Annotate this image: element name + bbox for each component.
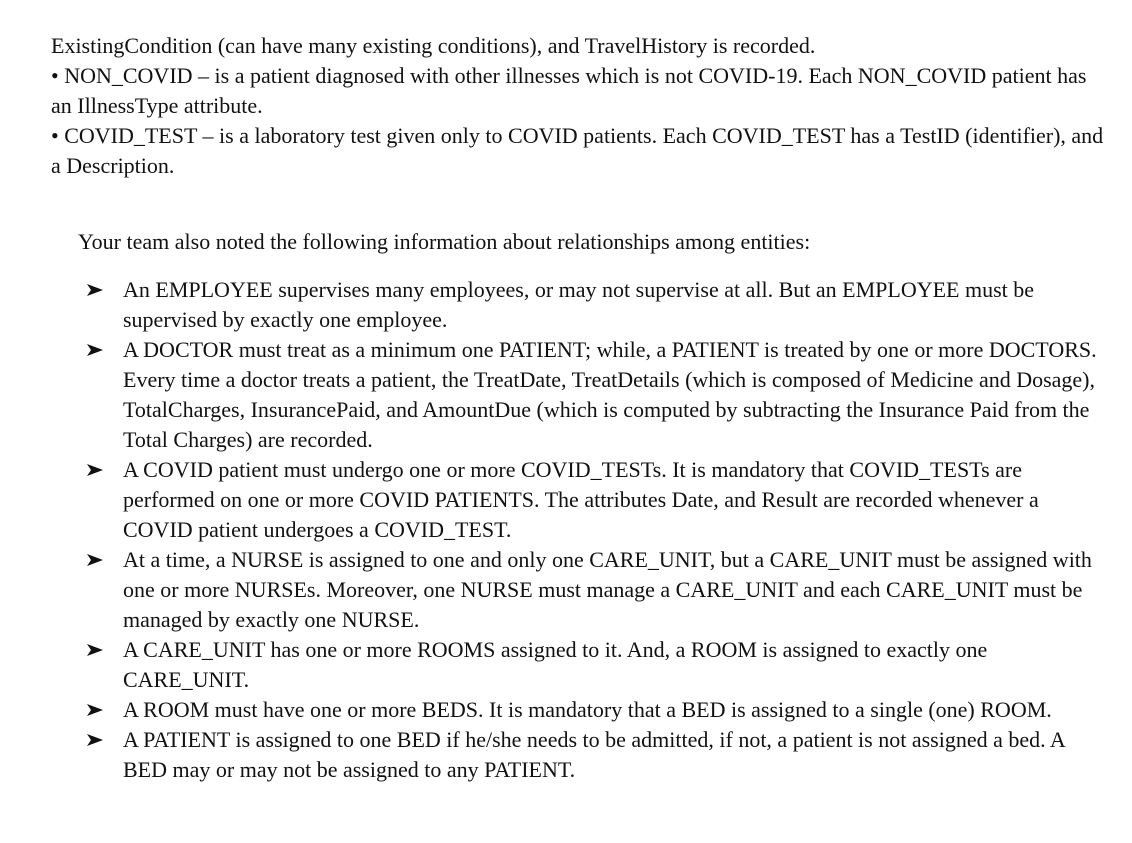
intro-line-existing-condition: ExistingCondition (can have many existing conditions), and TravelHistory is recorded. [51, 33, 816, 58]
list-item [78, 725, 1108, 785]
list-item-text: A ROOM must have one or more BEDS. It is mandatory that a BED is assigned to a single (one) ROOM. [123, 697, 1052, 722]
arrowhead-bullet-icon [86, 703, 104, 717]
list-item-text: A COVID patient must undergo one or more COVID_TESTs. It is mandatory that COVID_TESTs are performed on one or more COVID PATIENTS. The attributes Date, and Result are recorded whenever a COVID patient undergoes a COVID_TEST. [123, 457, 1039, 542]
list-item-text: A PATIENT is assigned to one BED if he/she needs to be admitted, if not, a patient is not assigned a bed. A BED may or may not be assigned to any PATIENT. [123, 727, 1065, 782]
arrowhead-bullet-icon [86, 283, 104, 297]
intro-line-non-covid: • NON_COVID – is a patient diagnosed with other illnesses which is not COVID-19. Each NON_COVID patient has an IllnessType attribute. [51, 63, 1087, 118]
list-item [78, 455, 1108, 545]
list-item-text: An EMPLOYEE supervises many employees, or may not supervise at all. But an EMPLOYEE must be supervised by exactly one employee. [123, 277, 1035, 332]
relationships-list [78, 275, 1108, 785]
list-item [78, 335, 1108, 455]
arrowhead-bullet-icon [86, 463, 104, 477]
arrowhead-bullet-icon [86, 643, 104, 657]
arrowhead-bullet-icon [86, 553, 104, 567]
list-item [78, 275, 1108, 335]
list-item-text: At a time, a NURSE is assigned to one and only one CARE_UNIT, but a CARE_UNIT must be assigned with one or more NURSEs. Moreover, one NURSE must manage a CARE_UNIT and each CARE_UNIT must be managed by exactly one NURSE. [123, 547, 1092, 632]
intro-line-covid-test: • COVID_TEST – is a laboratory test given only to COVID patients. Each COVID_TEST has a TestID (identifier), and a Description. [51, 123, 1104, 178]
list-item [78, 695, 1108, 725]
entity-description-section [51, 31, 1111, 181]
list-item-text: A DOCTOR must treat as a minimum one PATIENT; while, a PATIENT is treated by one or more DOCTORS. Every time a doctor treats a patient, the TreatDate, TreatDetails (which is composed of Medicine and Dosage), TotalCharges, InsurancePaid, and AmountDue (which is computed by subtracting the Insurance Paid from the Total Charges) are recorded. [123, 337, 1097, 452]
list-item [78, 545, 1108, 635]
list-item [78, 635, 1108, 695]
relationships-section [78, 227, 1108, 785]
relationships-lead: Your team also noted the following information about relationships among entities: [78, 229, 811, 254]
arrowhead-bullet-icon [86, 733, 104, 747]
arrowhead-bullet-icon [86, 343, 104, 357]
list-item-text: A CARE_UNIT has one or more ROOMS assigned to it. And, a ROOM is assigned to exactly one CARE_UNIT. [123, 637, 988, 692]
